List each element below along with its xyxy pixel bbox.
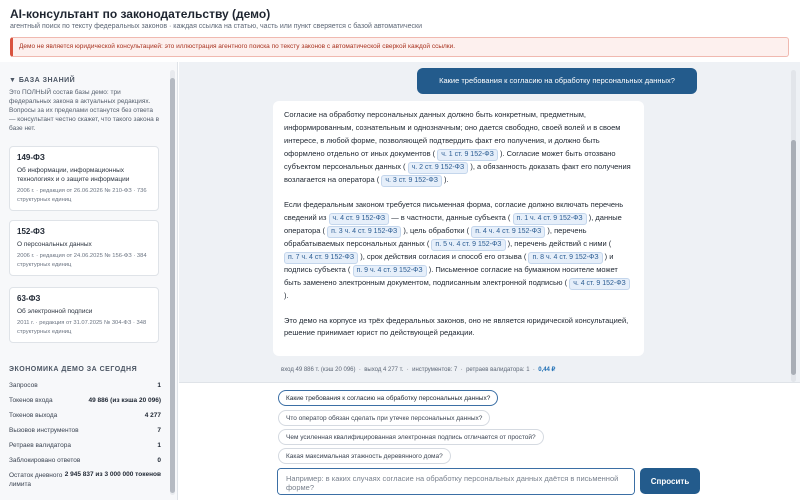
answer-paragraph: Это демо на корпусе из трёх федеральных законов, оно не является юридической консультацией, решение принимает юрист по действующей редакции. bbox=[284, 315, 629, 338]
citation-link[interactable]: ч. 3 ст. 9 152-ФЗ bbox=[381, 175, 442, 187]
law-meta: 2006 г. · редакция от 24.06.2025 № 156-ФЗ · 384 структурных единиц bbox=[17, 253, 147, 268]
economy-label: Остаток дневного лимита bbox=[9, 472, 63, 488]
economy-value: 2 945 837 из 3 000 000 токенов bbox=[64, 471, 161, 478]
triangle-down-icon: ▼ bbox=[9, 77, 17, 84]
answer-text: ). bbox=[284, 290, 289, 300]
law-card-152[interactable] bbox=[9, 220, 159, 276]
law-card-63[interactable] bbox=[9, 287, 159, 343]
assistant-answer bbox=[273, 101, 644, 356]
suggestion-chip[interactable]: Какие требования к согласию на обработку персональных данных? bbox=[278, 390, 498, 406]
economy-value: 1 bbox=[157, 382, 161, 389]
economy-label: Токенов входа bbox=[9, 397, 53, 404]
app-header bbox=[0, 0, 800, 62]
economy-value: 7 bbox=[157, 427, 161, 434]
citation-link[interactable]: ч. 4 ст. 9 152-ФЗ bbox=[569, 278, 630, 290]
ask-button[interactable]: Спросить bbox=[640, 468, 700, 494]
knowledge-base-toggle[interactable] bbox=[9, 77, 75, 84]
knowledge-base-description: Это ПОЛНЫЙ состав базы демо: три федеральных закона в актуальных редакциях. Вопросы за их пределами останутся без ответа — консультант честно скажет, что такого закона в базе нет. bbox=[9, 89, 160, 132]
stat-validator-retries: ретраев валидатора: 1 bbox=[466, 367, 530, 373]
answer-text: ). Согласие может быть отозвано субъектом персональных данных ( bbox=[284, 148, 616, 171]
law-code: 149-ФЗ bbox=[17, 153, 45, 162]
answer-text: ). Письменное согласие на бумажном носителе может быть заменено электронным документом, подписанным электронной подписью ( bbox=[284, 264, 618, 287]
answer-text: ) и подпись субъекта ( bbox=[284, 251, 614, 274]
citation-link[interactable]: ч. 1 ст. 9 152-ФЗ bbox=[437, 149, 498, 161]
citation-link[interactable]: ч. 4 ст. 9 152-ФЗ bbox=[329, 213, 390, 225]
user-message: Какие требования к согласию на обработку персональных данных? bbox=[417, 68, 697, 94]
economy-heading: ЭКОНОМИКА ДЕМО ЗА СЕГОДНЯ bbox=[9, 366, 138, 373]
page-title: AI-консультант по законодательству (демо) bbox=[10, 7, 271, 21]
citation-link[interactable]: п. 8 ч. 4 ст. 9 152-ФЗ bbox=[528, 252, 602, 264]
suggestion-chip[interactable]: Какая максимальная этажность деревянного дома? bbox=[278, 448, 451, 464]
answer-text: ), данные оператора ( bbox=[284, 212, 622, 235]
answer-text: Если федеральным законом требуется письменная форма, согласие должно включать перечень сведений из bbox=[284, 199, 624, 222]
law-code: 152-ФЗ bbox=[17, 227, 45, 236]
stat-output-tokens: выход 4 277 т. bbox=[364, 367, 404, 373]
economy-value: 4 277 bbox=[144, 412, 161, 419]
law-meta: 2006 г. · редакция от 26.06.2026 № 210-ФЗ · 736 структурных единиц bbox=[17, 188, 147, 203]
disclaimer-banner: Демо не является юридической консультацией: это иллюстрация агентного поиска по тексту законов с автоматической сверкой каждой ссылки. bbox=[10, 37, 789, 57]
citation-link[interactable]: п. 9 ч. 4 ст. 9 152-ФЗ bbox=[353, 265, 427, 277]
economy-label: Токенов выхода bbox=[9, 412, 58, 419]
law-code: 63-ФЗ bbox=[17, 294, 41, 303]
citation-link[interactable]: п. 3 ч. 4 ст. 9 152-ФЗ bbox=[327, 226, 401, 238]
answer-paragraph bbox=[284, 199, 633, 303]
chat-scrollbar[interactable] bbox=[791, 70, 796, 382]
stat-tool-calls: инструментов: 7 bbox=[412, 367, 458, 373]
economy-label: Запросов bbox=[9, 382, 38, 389]
suggestion-chip[interactable]: Что оператор обязан сделать при утечке персональных данных? bbox=[278, 410, 490, 426]
citation-link[interactable]: п. 7 ч. 4 ст. 9 152-ФЗ bbox=[284, 252, 358, 264]
answer-paragraph bbox=[284, 109, 633, 187]
sidebar-scrollbar-thumb[interactable] bbox=[170, 78, 175, 493]
economy-label: Заблокировано ответов bbox=[9, 457, 81, 464]
answer-text: — в частности, данные субъекта ( bbox=[391, 212, 511, 222]
answer-text: ), срок действия согласия и способ его отзыва ( bbox=[360, 251, 527, 261]
citation-link[interactable]: п. 4 ч. 4 ст. 9 152-ФЗ bbox=[471, 226, 545, 238]
answer-text: ), цель обработки ( bbox=[403, 225, 470, 235]
law-name: О персональных данных bbox=[17, 241, 92, 248]
answer-text: ). bbox=[444, 174, 449, 184]
stat-input-tokens: вход 49 886 т. (кэш 20 096) bbox=[281, 367, 356, 373]
answer-text: ), а обязанность доказать факт его получения возлагается на оператора ( bbox=[284, 161, 631, 184]
answer-text: ), перечень действий с ними ( bbox=[507, 238, 612, 248]
answer-text: Согласие на обработку персональных данных должно быть конкретным, предметным, информированным, сознательным и однозначным; оно дается свободно, своей волей и в своем интересе, в любой форме, позволяющей подтвердить факт его получения, и должно быть оформлено отдельно от иных документов ( bbox=[284, 110, 621, 158]
law-name: Об информации, информационных технологиях и о защите информации bbox=[17, 167, 130, 183]
answer-text: ), перечень обрабатываемых персональных данных ( bbox=[284, 225, 587, 248]
sidebar bbox=[0, 62, 178, 500]
chat-scrollbar-thumb[interactable] bbox=[791, 140, 796, 375]
economy-value: 0 bbox=[157, 457, 161, 464]
law-meta: 2011 г. · редакция от 31.07.2025 № 304-ФЗ · 348 структурных единиц bbox=[17, 320, 147, 335]
sidebar-scrollbar[interactable] bbox=[170, 70, 175, 495]
page-subtitle: агентный поиск по тексту федеральных законов · каждая ссылка на статью, часть или пункт сверяется с базой автоматически bbox=[10, 23, 422, 30]
economy-value: 49 886 (из кэша 20 096) bbox=[88, 397, 161, 404]
law-name: Об электронной подписи bbox=[17, 308, 93, 315]
economy-value: 1 bbox=[157, 442, 161, 449]
economy-label: Вызовов инструментов bbox=[9, 427, 79, 434]
citation-link[interactable]: п. 1 ч. 4 ст. 9 152-ФЗ bbox=[513, 213, 587, 225]
law-card-149[interactable] bbox=[9, 146, 159, 211]
knowledge-base-heading: БАЗА ЗНАНИЙ bbox=[18, 77, 76, 84]
citation-link[interactable]: п. 5 ч. 4 ст. 9 152-ФЗ bbox=[431, 239, 505, 251]
answer-stats: вход 49 886 т. (кэш 20 096) · выход 4 277 т. · инструментов: 7 · ретраев валидатора: 1 · 0,44 ₽ bbox=[281, 367, 556, 373]
citation-link[interactable]: ч. 2 ст. 9 152-ФЗ bbox=[408, 162, 469, 174]
stat-cost: 0,44 ₽ bbox=[538, 367, 556, 373]
question-input[interactable] bbox=[277, 468, 635, 495]
economy-label: Ретраев валидатора bbox=[9, 442, 71, 449]
suggestion-chip[interactable]: Чем усиленная квалифицированная электронная подпись отличается от простой? bbox=[278, 429, 544, 445]
